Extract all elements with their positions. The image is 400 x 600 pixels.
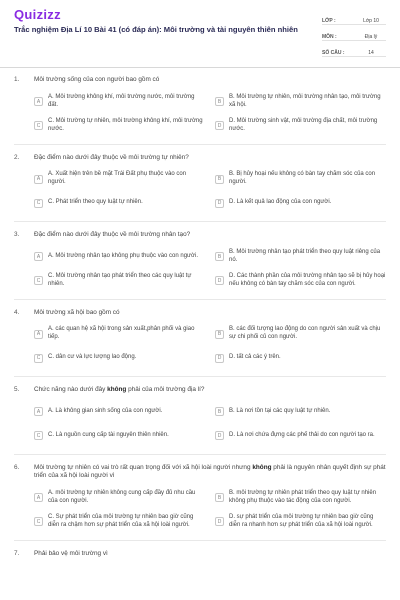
option-letter-box[interactable]: A: [34, 252, 43, 261]
question-number: 2.: [14, 153, 20, 161]
question-number: 6.: [14, 463, 20, 471]
question-item: [14, 386, 386, 445]
option-text: B. các đối tượng lao động do con người sản xuất và chịu sự chi phối củ con người.: [229, 326, 381, 340]
option-letter-box[interactable]: C: [34, 276, 43, 285]
question-divider: [14, 376, 386, 377]
option-letter-box[interactable]: A: [34, 97, 43, 106]
answer-option[interactable]: [215, 427, 386, 445]
option-text: D. tất cả các ý trên.: [229, 354, 281, 361]
answer-option[interactable]: [34, 513, 205, 531]
option-text: B. Là nơi tồn tại các quy luật tự nhiên.: [229, 407, 331, 414]
question-text: [34, 231, 386, 240]
question-text: [34, 309, 386, 318]
answer-option[interactable]: [34, 427, 205, 445]
question-divider: [14, 454, 386, 455]
question-item: [14, 550, 386, 559]
answer-option[interactable]: [215, 325, 386, 343]
answer-option[interactable]: [34, 117, 205, 135]
option-text: B. Môi trường tự nhiên, môi trường nhân tạo, môi trường xã hội.: [229, 93, 381, 108]
question-text-bold: không: [252, 463, 272, 471]
option-letter-box[interactable]: C: [34, 121, 43, 130]
answer-option[interactable]: [34, 272, 205, 290]
question-list: [0, 68, 400, 558]
options-grid: [34, 489, 386, 531]
answer-option[interactable]: [34, 194, 205, 212]
option-text: C. dân cư và lực lượng lao động.: [48, 354, 137, 361]
answer-option[interactable]: [215, 349, 386, 367]
answer-option[interactable]: [34, 93, 205, 111]
option-letter-box[interactable]: B: [215, 252, 224, 261]
option-text: C. Môi trường nhân tạo phát triển theo các quy luật tự nhiên.: [48, 272, 192, 287]
option-letter-box[interactable]: A: [34, 175, 43, 184]
options-grid: [34, 403, 386, 445]
question-text-pre: Chức năng nào dưới đây: [34, 386, 108, 393]
answer-option[interactable]: [34, 325, 205, 343]
meta-label: LỚP :: [322, 18, 336, 24]
option-letter-box[interactable]: D: [215, 121, 224, 130]
option-letter-box[interactable]: B: [215, 493, 224, 502]
question-text-pre: Môi trường tự nhiên có vai trò rất quan trọng đối với xã hội loài người nhưng: [34, 463, 253, 471]
option-text: C. Phát triển theo quy luật tự nhiên.: [48, 199, 143, 206]
option-text: C. Sự phát triển của môi trường tự nhiên bao giờ cũng diễn ra chậm hơn sự phát triển của xã hội loài người.: [48, 513, 194, 528]
question-number: 3.: [14, 231, 20, 238]
question-text: [34, 464, 386, 481]
question-item: [14, 309, 386, 368]
question-row: [14, 231, 386, 240]
answer-option[interactable]: [215, 513, 386, 531]
question-row: [14, 309, 386, 318]
options-grid: [34, 93, 386, 135]
option-letter-box[interactable]: C: [34, 199, 43, 208]
answer-option[interactable]: [215, 117, 386, 135]
option-text: B. Môi trường nhân tạo phát triển theo quy luật riêng của nó.: [229, 248, 381, 263]
meta-value: 14: [368, 50, 374, 56]
option-letter-box[interactable]: C: [34, 354, 43, 363]
option-letter-box[interactable]: B: [215, 175, 224, 184]
question-item: [14, 76, 386, 135]
answer-option[interactable]: [34, 349, 205, 367]
question-text-pre: Môi trường sống của con người bao gồm có: [34, 76, 160, 83]
meta-subject: [322, 30, 386, 41]
question-divider: [14, 299, 386, 300]
option-letter-box[interactable]: D: [215, 276, 224, 285]
answer-option[interactable]: [215, 489, 386, 507]
answer-option[interactable]: [215, 93, 386, 111]
answer-option[interactable]: [215, 194, 386, 212]
meta-value: Địa lý: [364, 34, 378, 40]
option-text: A. Môi trường nhân tạo không phụ thuộc vào con người.: [48, 252, 198, 259]
option-text: A. môi trường tự nhiên không cung cấp đầy đủ nhu cầu của con người.: [48, 489, 196, 504]
option-letter-box[interactable]: D: [215, 517, 224, 526]
page-header: [0, 0, 400, 68]
question-row: [14, 550, 386, 559]
question-row: [14, 76, 386, 85]
option-letter-box[interactable]: A: [34, 493, 43, 502]
page-title: Trắc nghiệm Địa Lí 10 Bài 41 (có đáp án): Môi trường và tài nguyên thiên nhiên: [14, 25, 298, 34]
option-text: C. Là nguồn cung cấp tài nguyên thiên nhiên.: [48, 431, 169, 438]
options-grid: [34, 248, 386, 290]
answer-option[interactable]: [34, 403, 205, 421]
question-row: [14, 464, 386, 481]
option-text: C. Môi trường tự nhiên, môi trường không khí, môi trường nước.: [48, 117, 203, 132]
question-text: [34, 154, 386, 163]
option-text: A. Xuất hiện trên bề mặt Trái Đất phụ thuộc vào con người.: [48, 171, 187, 185]
answer-option[interactable]: [215, 272, 386, 290]
question-text: [34, 550, 386, 559]
meta-label: SỐ CÂU :: [322, 50, 345, 56]
meta-panel: [322, 14, 386, 62]
option-letter-box[interactable]: C: [34, 517, 43, 526]
question-row: [14, 386, 386, 395]
question-number: 1.: [14, 76, 20, 83]
answer-option[interactable]: [34, 170, 205, 188]
option-letter-box[interactable]: B: [215, 330, 224, 339]
meta-value: Lớp 10: [363, 18, 379, 24]
meta-class: [322, 14, 386, 25]
option-letter-box[interactable]: A: [34, 407, 43, 416]
question-text-post: phải của môi trường địa lí?: [126, 386, 205, 393]
option-text: D. Là kết quả lao động của con người.: [229, 199, 332, 206]
question-row: [14, 154, 386, 163]
option-letter-box[interactable]: C: [34, 431, 43, 440]
question-text-pre: Môi trường xã hội bao gồm có: [34, 308, 120, 316]
question-item: [14, 464, 386, 531]
option-text: D. Các thành phần của môi trường nhân tạo sẽ bị hủy hoại nếu không có bàn tay chăm sóc của con người.: [229, 272, 386, 287]
options-grid: [34, 170, 386, 212]
brand-logo: Quizizz: [14, 7, 61, 22]
question-text-pre: Đặc điểm nào dưới đây thuộc về môi trường tự nhiên?: [34, 153, 189, 161]
question-text-pre: Đặc điểm nào dưới đây thuộc về môi trường nhân tạo?: [34, 231, 191, 238]
option-text: D. Là nơi chứa đựng các phế thải do con người tạo ra.: [229, 431, 375, 438]
question-text-bold: không: [107, 386, 127, 393]
option-text: B. môi trường tự nhiên phát triển theo quy luật tự nhiên không phụ thuộc vào tác động của con người.: [229, 489, 377, 504]
option-letter-box[interactable]: A: [34, 330, 43, 339]
options-grid: [34, 325, 386, 367]
option-text: A. Là không gian sinh sống của con người.: [48, 407, 163, 414]
answer-option[interactable]: [215, 170, 386, 188]
question-item: [14, 231, 386, 290]
option-letter-box[interactable]: D: [215, 354, 224, 363]
question-text-post: phải là nguyên nhân quyết định sự phát triển của xã hội loài người vì: [34, 463, 386, 479]
question-divider: [14, 221, 386, 222]
question-divider: [14, 540, 386, 541]
meta-label: MÔN :: [322, 34, 337, 40]
answer-option[interactable]: [34, 489, 205, 507]
option-letter-box[interactable]: B: [215, 97, 224, 106]
option-letter-box[interactable]: D: [215, 431, 224, 440]
option-text: D. sự phát triển của môi trường tự nhiên bao giờ cũng diễn ra nhanh hơn sự phát triển của xã hội loài người.: [229, 513, 374, 528]
question-divider: [14, 144, 386, 145]
option-letter-box[interactable]: D: [215, 199, 224, 208]
option-text: D. Môi trường sinh vật, môi trường địa chất, môi trường nước.: [229, 117, 378, 132]
option-text: A. các quan hệ xã hội trong sản xuất,phân phối và giao tiếp.: [48, 326, 195, 340]
question-number: 5.: [14, 386, 20, 393]
answer-option[interactable]: [215, 248, 386, 266]
question-text-pre: Phải bảo vệ môi trường vì: [34, 549, 108, 557]
question-text: [34, 386, 386, 395]
question-item: [14, 154, 386, 213]
question-number: 4.: [14, 308, 20, 316]
option-text: B. Bị hủy hoại nếu không có bàn tay chăm sóc của con người.: [229, 171, 376, 185]
question-number: 7.: [14, 549, 20, 557]
meta-count: [322, 46, 386, 57]
option-letter-box[interactable]: B: [215, 407, 224, 416]
option-text: A. Môi trường không khí, môi trường nước, môi trường đất.: [48, 93, 195, 108]
answer-option[interactable]: [215, 403, 386, 421]
answer-option[interactable]: [34, 248, 205, 266]
question-text: [34, 76, 386, 85]
